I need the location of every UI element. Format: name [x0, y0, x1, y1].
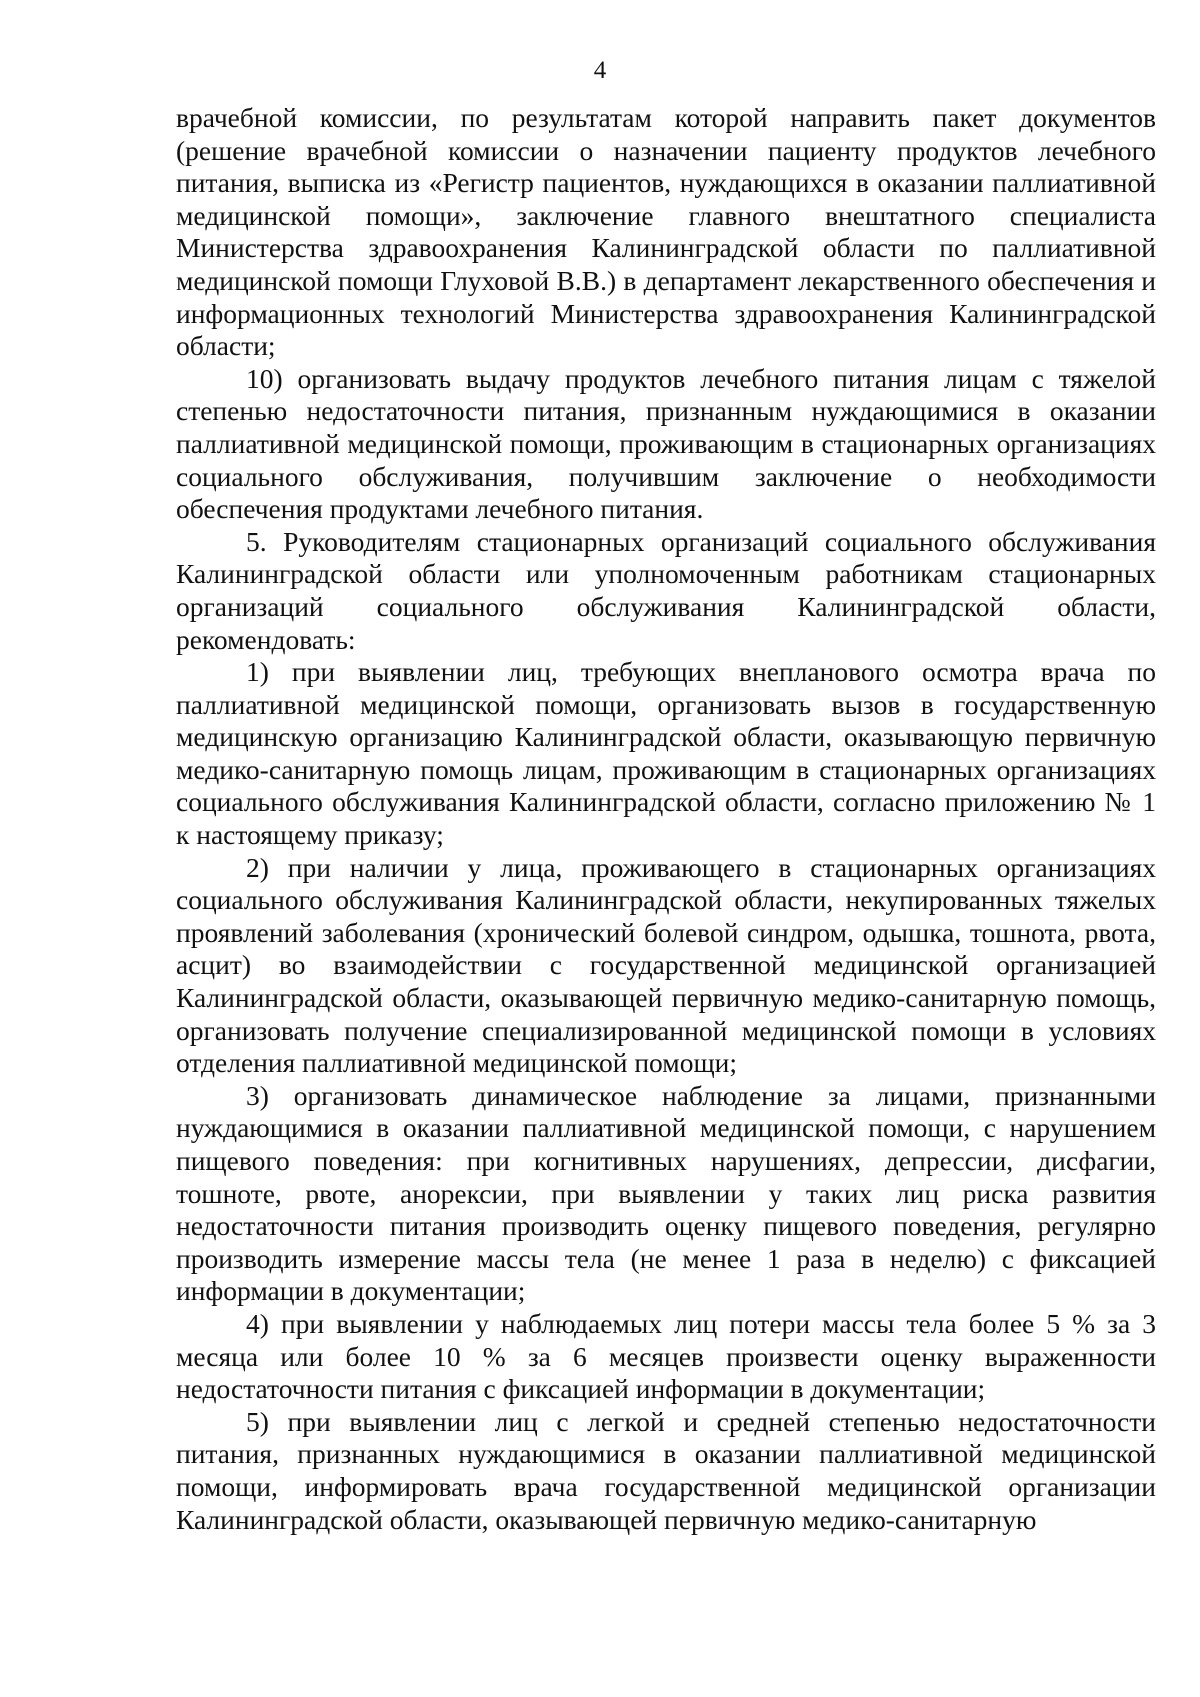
paragraph-item-10: 10) организовать выдачу продуктов лечебного питания лицам с тяжелой степенью недостаточности питания, признанным нуждающимися в оказании паллиативной медицинской помощи, проживающим в стационарных организациях социального обслуживания, получившим заключение о необходимости обеспечения продуктами лечебного питания. — [176, 362, 1156, 525]
paragraph-item-2: 2) при наличии у лица, проживающего в стационарных организациях социального обслуживания Калининградской области, некупированных тяжелых проявлений заболевания (хронический болевой синдром, одышка, тошнота, рвота, асцит) во взаимодействии с государственной медицинской организацией Калининградской области, оказывающей первичную медико-санитарную помощь, организовать получение специализированной медицинской помощи в условиях отделения паллиативной медицинской помощи; — [176, 851, 1156, 1079]
paragraph-1: врачебной комиссии, по результатам которой направить пакет документов (решение врачебной комиссии о назначении пациенту продуктов лечебного питания, выписка из «Регистр пациентов, нуждающихся в оказании паллиативной медицинской помощи», заключение главного внештатного специалиста Министерства здравоохранения Калининградской области по паллиативной медицинской помощи Глуховой В.В.) в департамент лекарственного обеспечения и информационных технологий Министерства здравоохранения Калининградской области; — [176, 102, 1156, 362]
paragraph-item-4: 4) при выявлении у наблюдаемых лиц потери массы тела более 5 % за 3 месяца или более 10 % за 6 месяцев произвести оценку выраженности недостаточности питания с фиксацией информации в документации; — [176, 1307, 1156, 1405]
paragraph-item-5: 5) при выявлении лиц с легкой и средней степенью недостаточности питания, признанных нуждающимися в оказании паллиативной медицинской помощи, информировать врача государственной медицинской организации Калининградской области, оказывающей первичную медико-санитарную — [176, 1405, 1156, 1535]
paragraph-item-1: 1) при выявлении лиц, требующих внепланового осмотра врача по паллиативной медицинской помощи, организовать вызов в государственную медицинскую организацию Калининградской области, оказывающую первичную медико-санитарную помощь лицам, проживающим в стационарных организациях социального обслуживания Калининградской области, согласно приложению № 1 к настоящему приказу; — [176, 656, 1156, 851]
document-body — [176, 102, 1156, 1536]
page-number: 4 — [593, 57, 607, 84]
paragraph-section-5: 5. Руководителям стационарных организаций социального обслуживания Калининградской области или уполномоченным работникам стационарных организаций социального обслуживания Калининградской области, рекомендовать: — [176, 525, 1156, 655]
paragraph-item-3: 3) организовать динамическое наблюдение за лицами, признанными нуждающимися в оказании паллиативной медицинской помощи, с нарушением пищевого поведения: при когнитивных нарушениях, депрессии, дисфагии, тошноте, рвоте, анорексии, при выявлении у таких лиц риска развития недостаточности питания производить оценку пищевого поведения, регулярно производить измерение массы тела (не менее 1 раза в неделю) с фиксацией информации в документации; — [176, 1079, 1156, 1307]
